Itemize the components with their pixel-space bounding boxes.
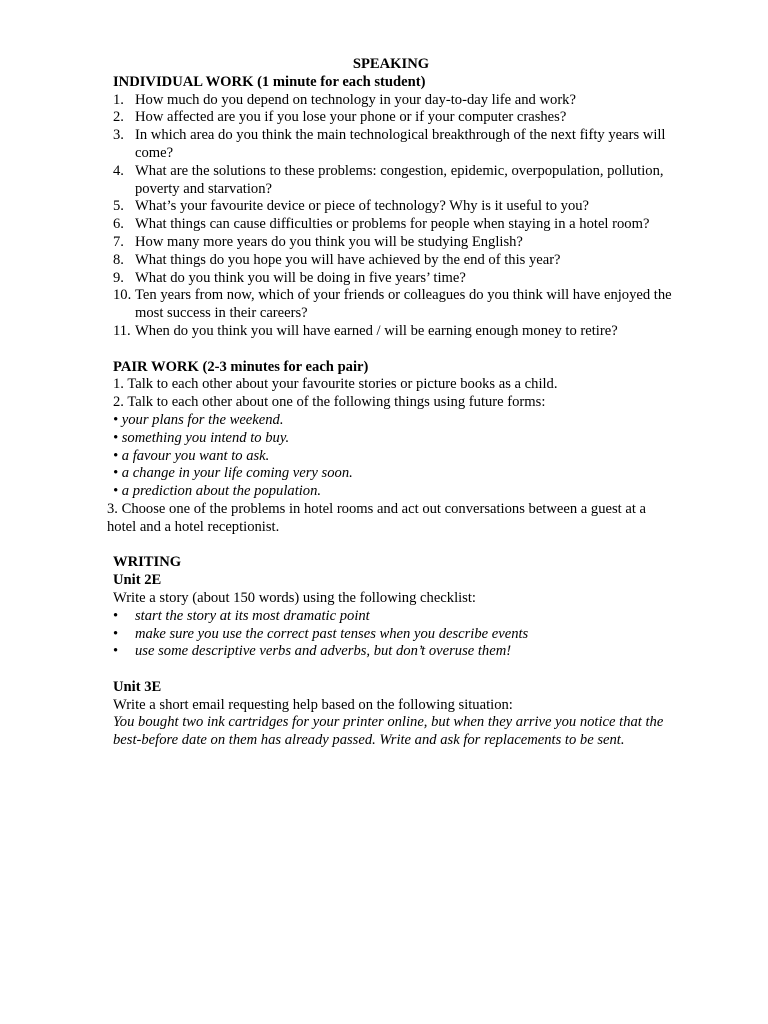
item-number: 5. xyxy=(113,198,124,215)
list-item xyxy=(113,109,673,127)
question-text: How affected are you if you lose your phone or if your computer crashes? xyxy=(135,109,567,126)
checklist-text: use some descriptive verbs and adverbs, but don’t overuse them! xyxy=(135,643,512,660)
question-text: What do you think you will be doing in five years’ time? xyxy=(135,269,466,286)
pair-item-1: 1. Talk to each other about your favourite stories or picture books as a child. xyxy=(113,376,558,393)
list-item xyxy=(113,216,673,234)
question-text: Ten years from now, which of your friends or colleagues do you think will have enjoyed the most success in their careers? xyxy=(135,287,672,322)
item-number: 9. xyxy=(113,269,124,286)
list-item xyxy=(113,127,673,163)
list-item xyxy=(113,323,673,341)
spacer xyxy=(113,661,673,679)
question-text: How many more years do you think you will be studying English? xyxy=(135,233,523,250)
question-text: In which area do you think the main technological breakthrough of the next fifty years will come? xyxy=(135,127,666,161)
list-item xyxy=(113,252,673,270)
question-text: What things do you hope you will have achieved by the end of this year? xyxy=(135,251,561,268)
pair-bullet: • a prediction about the population. xyxy=(113,483,322,500)
question-text: How much do you depend on technology in your day-to-day life and work? xyxy=(135,91,576,108)
item-number: 7. xyxy=(113,233,124,250)
individual-work-heading: INDIVIDUAL WORK (1 minute for each student) xyxy=(113,73,426,90)
item-number: 10. xyxy=(113,287,132,304)
unit-2e-heading: Unit 2E xyxy=(113,572,162,589)
spacer xyxy=(113,341,673,359)
unit-3e-situation: You bought two ink cartridges for your printer online, but when they arrive you notice that the best-before date on them has already passed. Write and ask for replacements to be sent. xyxy=(113,714,664,749)
pair-bullet: • a change in your life coming very soon. xyxy=(113,465,353,482)
pair-item-2: 2. Talk to each other about one of the following things using future forms: xyxy=(113,394,546,411)
list-item xyxy=(113,234,673,252)
list-item xyxy=(113,626,673,644)
list-item xyxy=(113,287,673,323)
unit-2e-checklist xyxy=(113,608,673,661)
item-number: 1. xyxy=(113,91,124,108)
list-item xyxy=(113,163,673,199)
list-item xyxy=(113,608,673,626)
pair-bullet: • a favour you want to ask. xyxy=(113,447,270,464)
list-item xyxy=(113,643,673,661)
pair-work-heading: PAIR WORK (2-3 minutes for each pair) xyxy=(113,358,369,375)
list-item xyxy=(113,92,673,110)
unit-3e-intro: Write a short email requesting help based on the following situation: xyxy=(113,696,513,713)
speaking-title: SPEAKING xyxy=(352,56,430,72)
pair-bullet: • your plans for the weekend. xyxy=(113,411,284,428)
bullet-icon: • xyxy=(113,607,119,624)
list-item xyxy=(113,270,673,288)
spacer xyxy=(113,537,673,555)
unit-3e-heading: Unit 3E xyxy=(113,678,162,695)
pair-item-3: 3. Choose one of the problems in hotel rooms and act out conversations between a guest at a hotel and a hotel receptionist. xyxy=(107,500,647,535)
unit-2e-intro: Write a story (about 150 words) using the following checklist: xyxy=(113,589,476,606)
item-number: 2. xyxy=(113,109,124,126)
item-number: 11. xyxy=(113,322,131,339)
item-number: 6. xyxy=(113,216,124,233)
checklist-text: start the story at its most dramatic point xyxy=(135,607,370,624)
checklist-text: make sure you use the correct past tenses when you describe events xyxy=(135,625,529,642)
question-text: What are the solutions to these problems: congestion, epidemic, overpopulation, pollution, poverty and starvation? xyxy=(135,162,664,197)
bullet-icon: • xyxy=(113,643,119,660)
question-text: What things can cause difficulties or problems for people when staying in a hotel room? xyxy=(135,216,650,233)
bullet-icon: • xyxy=(113,625,119,642)
item-number: 4. xyxy=(113,162,124,179)
writing-title: WRITING xyxy=(113,554,182,571)
question-text: What’s your favourite device or piece of technology? Why is it useful to you? xyxy=(135,198,590,215)
item-number: 8. xyxy=(113,251,124,268)
pair-bullet: • something you intend to buy. xyxy=(113,429,290,446)
list-item xyxy=(113,198,673,216)
individual-questions-list xyxy=(113,92,673,341)
document-content xyxy=(107,56,673,750)
question-text: When do you think you will have earned / will be earning enough money to retire? xyxy=(135,322,618,339)
item-number: 3. xyxy=(113,127,124,144)
